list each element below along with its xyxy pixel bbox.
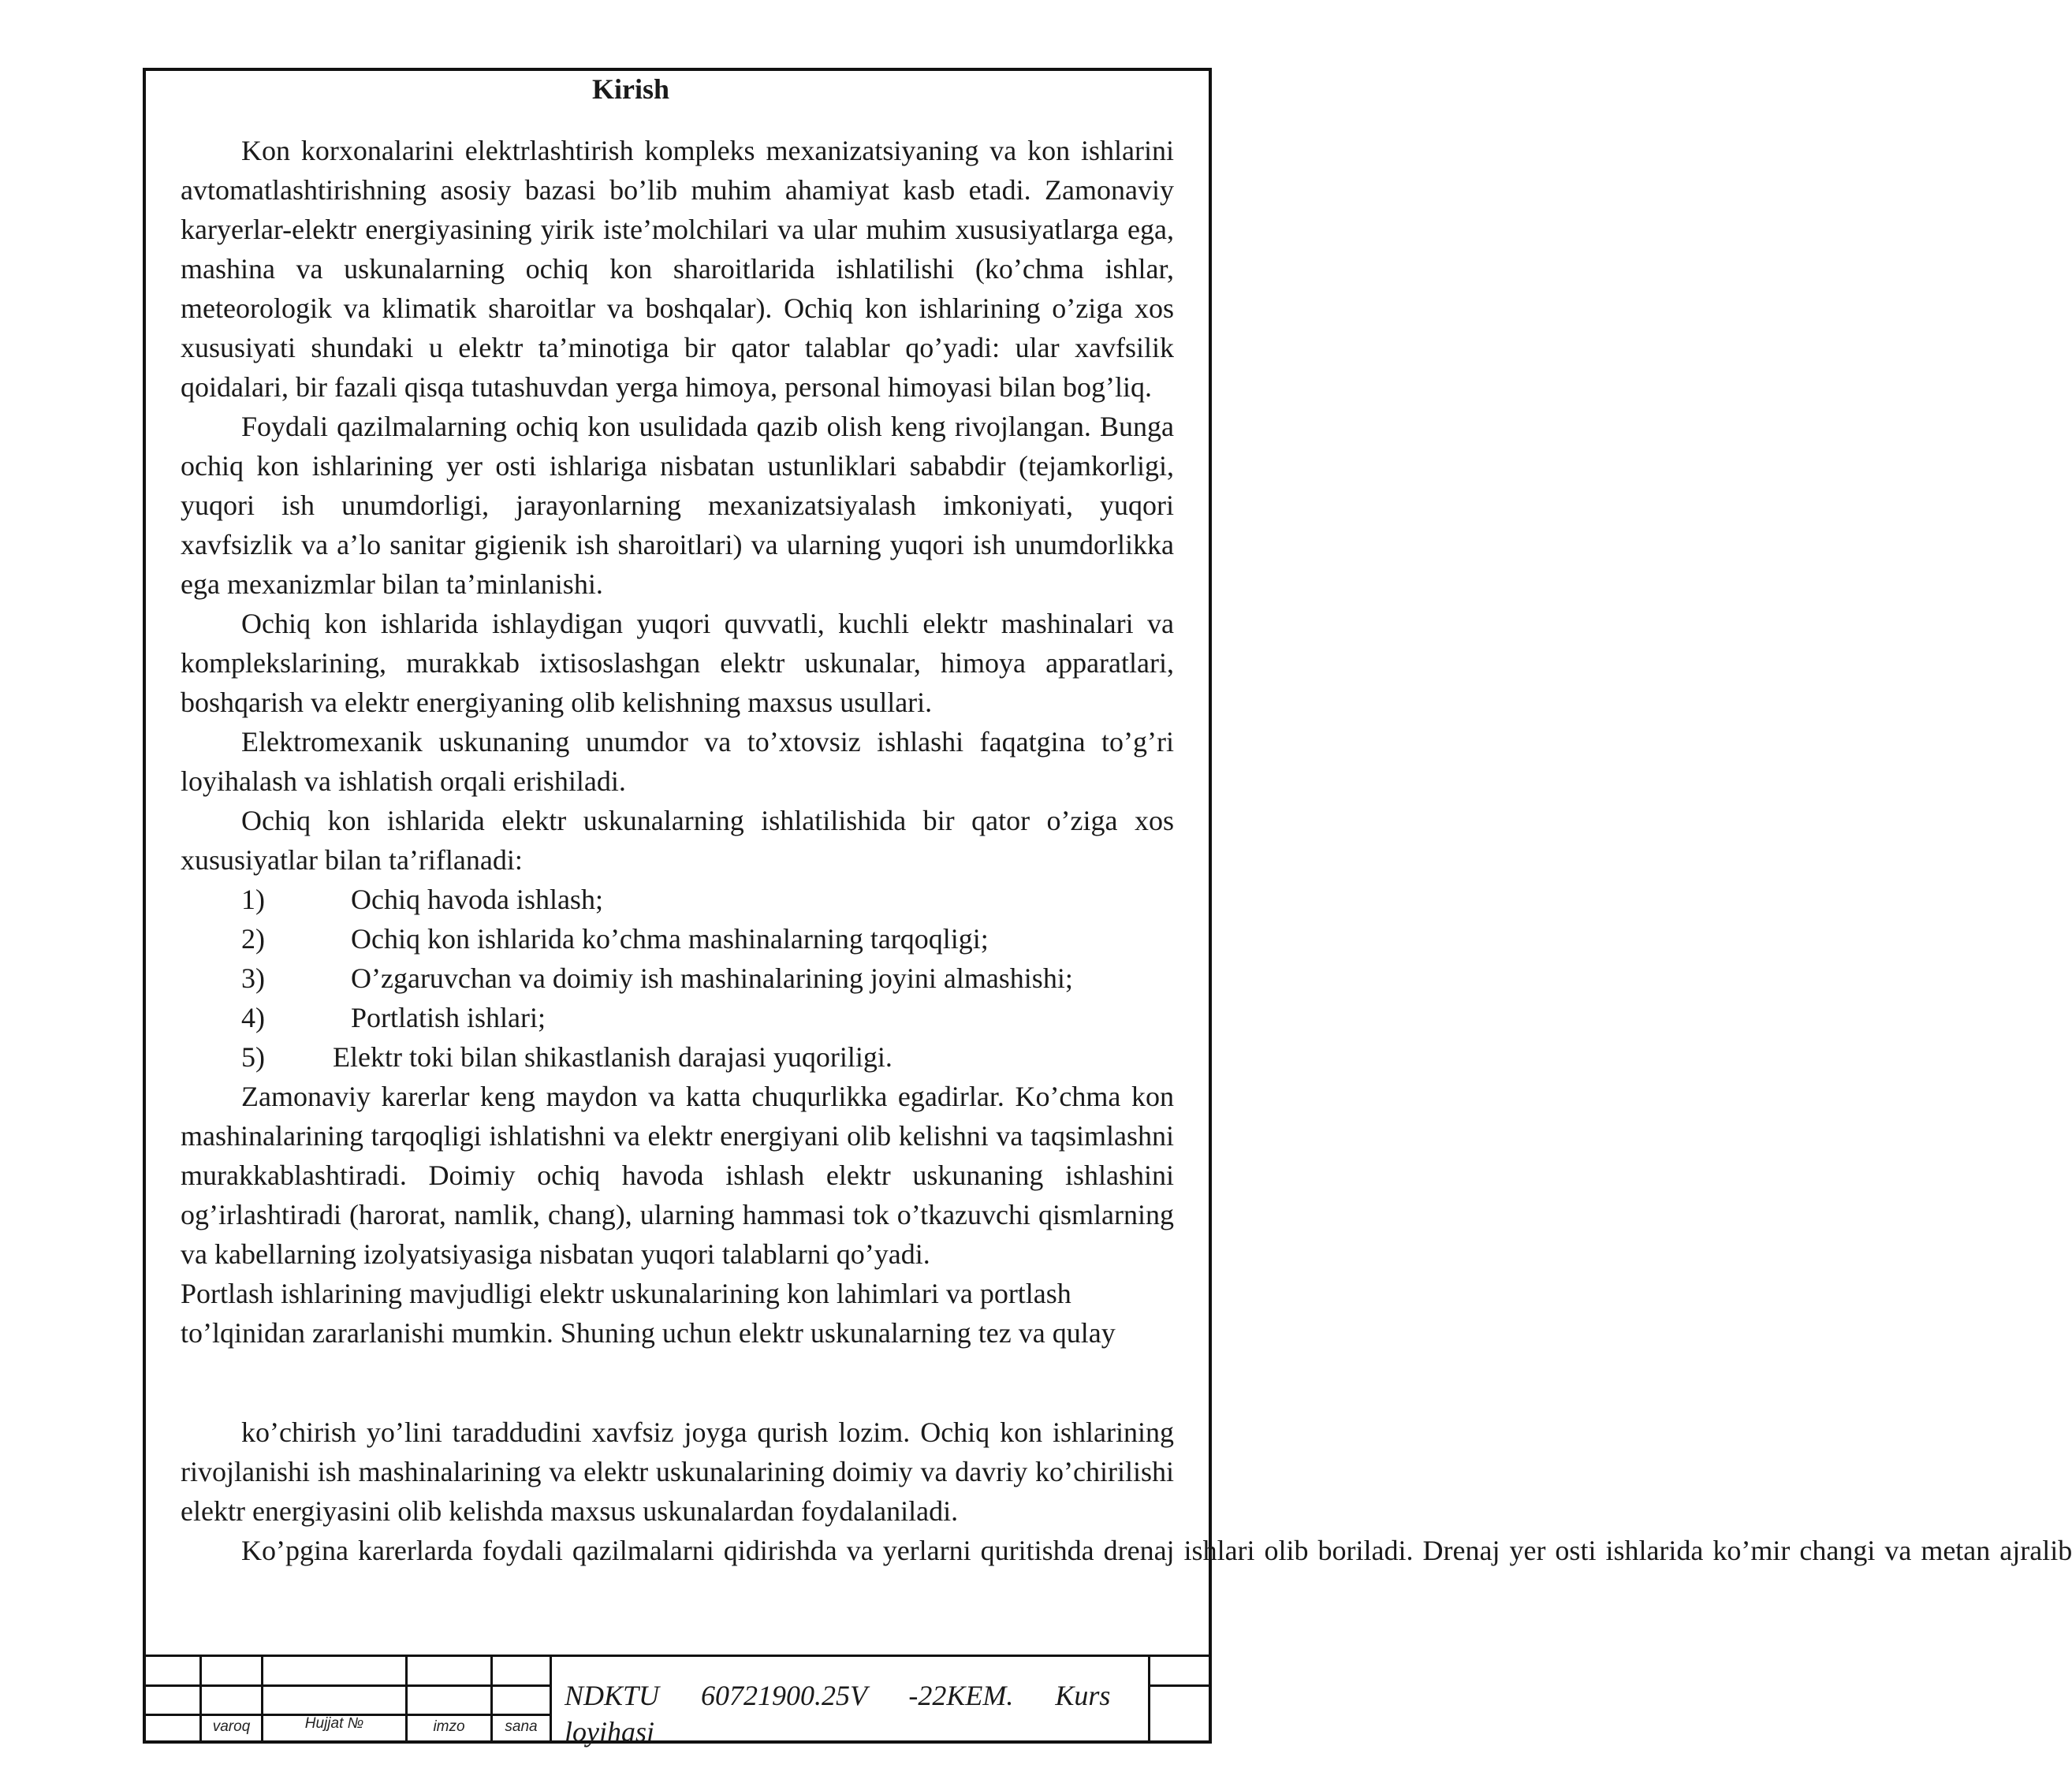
- list-item: [181, 959, 1174, 998]
- stamp-document-title: NDKTU 60721900.25V -22KEM. Kurs loyihasi: [565, 1680, 1111, 1748]
- list-number: 2): [241, 923, 265, 955]
- paragraph-2: Foydali qazilmalarning ochiq kon usulidada qazib olish keng rivojlangan. Bunga ochiq kon ishlarining yer osti ishlariga nisbatan ustunliklari sababdir (tejamkorligi, yuqori ish unumdorligi, jarayonlarning mexanizatsiyalash imkoniyati, yuqori xavfsizlik va a’lo sanitar gigienik ish sharoitlari) va ularning yuqori ish unumdorlikka ega mexanizmlar bilan ta’minlanishi.: [181, 411, 1174, 600]
- stamp-col-line: [550, 1655, 552, 1744]
- list-text: Elektr toki bilan shikastlanish darajasi yuqoriligi.: [333, 1041, 893, 1073]
- list-item: [181, 1037, 1174, 1077]
- paragraph-6: Zamonaviy karerlar keng maydon va katta chuqurlikka egadirlar. Ko’chma kon mashinalarining tarqoqligi ishlatishni va elektr energiyani olib kelishni va taqsimlashni murakkablashtiradi. Doimiy ochiq havoda ishlash elektr uskunaning ishlashini og’irlashtiradi (harorat, namlik, chang), ularning hammasi tok o’tkazuvchi qismlarning va kabellarning izolyatsiyasiga nisbatan yuqori talablarni qo’yadi.: [181, 1081, 1174, 1270]
- list-text: Portlatish ishlari;: [344, 1002, 546, 1033]
- stamp-label-sheet: varoq: [212, 1718, 251, 1735]
- paragraph-7: ko’chirish yo’lini taraddudini xavfsiz joyga qurish lozim. Ochiq kon ishlarining rivojlanishi ish mashinalarining va elektr uskunalarining doimiy va davriy ko’chirilishi elektr energiyasini olib kelishda maxsus uskunalardan foydalaniladi.: [181, 1416, 1174, 1527]
- list-number: 4): [241, 1002, 265, 1033]
- list-item: [181, 880, 1174, 919]
- continuation-text: [181, 1413, 2072, 1570]
- list-number: 5): [241, 1041, 265, 1073]
- list-text: Ochiq havoda ishlash;: [344, 884, 603, 915]
- paragraph-8: Ko’pgina karerlarda foydali qazilmalarni qidirishda va yerlarni quritishda drenaj ishlari olib boriladi. Drenaj yer osti ishlarida ko’mir changi va metan ajralib: [241, 1535, 2072, 1566]
- list-text: Ochiq kon ishlarida ko’chma mashinalarning tarqoqligi;: [344, 923, 989, 955]
- main-text: [181, 131, 1174, 1353]
- paragraph-3: Ochiq kon ishlarida ishlaydigan yuqori quvvatli, kuchli elektr mashinalari va komplekslarining, murakkab ixtisoslashgan elektr uskunalar, himoya apparatlari, boshqarish va elektr energiyaning olib kelishning maxsus usullari.: [181, 608, 1174, 718]
- paragraph-1: Kon korxonalarini elektrlashtirish kompleks mexanizatsiyaning va kon ishlarini avtomatlashtirishning asosiy bazasi bo’lib muhim ahamiyat kasb etadi. Zamonaviy karyerlar-elektr energiyasining yirik iste’molchilari va ular muhim xususiyatlarga ega, mashina va uskunalarning ochiq kon sharoitlarida ishlatilishi (ko’chma ishlar, meteorologik va klimatik sharoitlar va boshqalar). Ochiq kon ishlarining o’ziga xos xususiyati shundaki u elektr ta’minotiga bir qator talablar qo’yadi: ular xavfsilik qoidalari, bir fazali qisqa tutashuvdan yerga himoya, personal himoyasi bilan bog’liq.: [181, 135, 1174, 403]
- stamp-label-date: sana: [505, 1718, 538, 1735]
- list-text: O’zgaruvchan va doimiy ish mashinalarining joyini almashishi;: [344, 962, 1073, 994]
- paragraph-5: Ochiq kon ishlarida elektr uskunalarning ishlatilishida bir qator o’ziga xos xususiyatlar bilan ta’riflanadi:: [181, 805, 1174, 876]
- text-line: Portlash ishlarining mavjudligi elektr uskunalarining kon lahimlari va portlash: [181, 1278, 1071, 1309]
- list-item: [181, 998, 1174, 1037]
- list-item: [181, 919, 1174, 959]
- stamp-row-line: [1150, 1684, 1212, 1687]
- list-number: 3): [241, 962, 265, 994]
- stamp-label-doc-no: Hujjat №: [304, 1715, 364, 1732]
- list-number: 1): [241, 884, 265, 915]
- text-line: to’lqinidan zararlanishi mumkin. Shuning uchun elektr uskunalarning tez va qulay: [181, 1317, 1116, 1349]
- stamp-col-line: [1148, 1655, 1150, 1744]
- page-title: Kirish: [591, 73, 669, 105]
- stamp-label-signature: imzo: [433, 1718, 465, 1735]
- paragraph-4: Elektromexanik uskunaning unumdor va to’xtovsiz ishlashi faqatgina to’g’ri loyihalash va ishlatish orqali erishiladi.: [181, 726, 1174, 797]
- stamp-top-line: [143, 1655, 1212, 1657]
